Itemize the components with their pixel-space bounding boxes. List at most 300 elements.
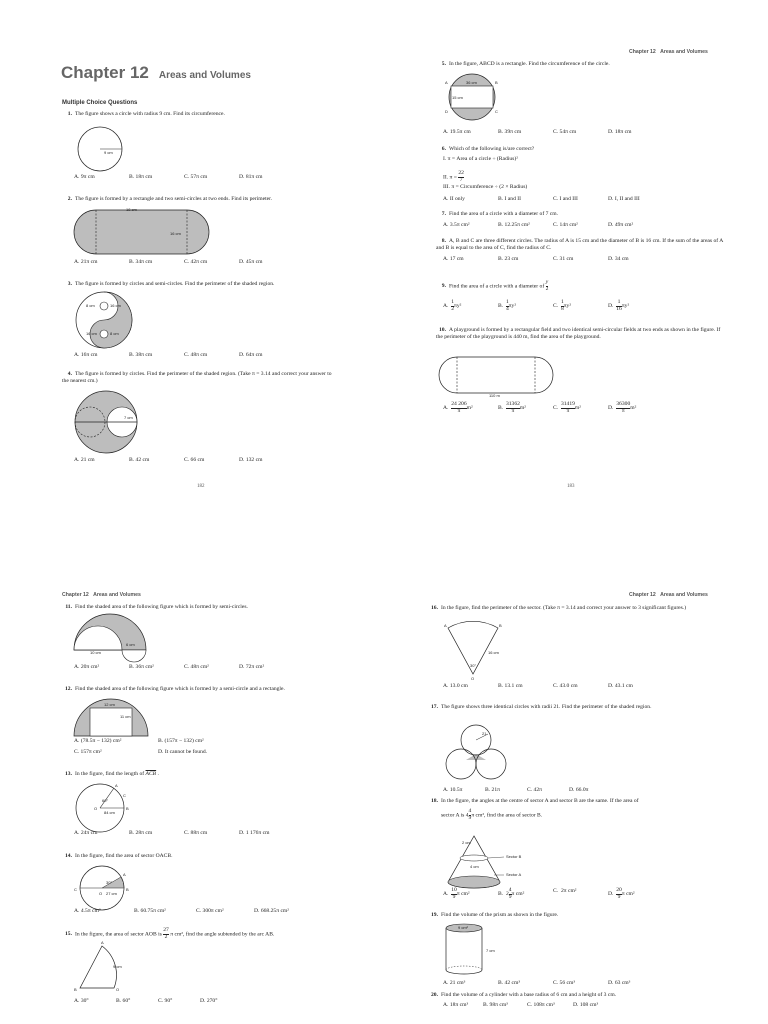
q10-c-frac (561, 402, 575, 414)
question-16 (428, 605, 718, 612)
q18-b-den: 9 (508, 893, 512, 900)
header-topic: Areas and Volumes (660, 49, 708, 55)
chapter-title-sub: Areas and Volumes (158, 70, 251, 81)
q5-label-w: 36 cm (466, 80, 477, 85)
q15-point-o: O (116, 987, 120, 992)
question-7 (436, 211, 726, 218)
q18-option-b[interactable] (498, 888, 553, 900)
q10-a-letter: A. (443, 405, 449, 412)
q9-a-letter: A. (443, 303, 449, 310)
q18-number: 18. (431, 798, 438, 804)
q18-a-suffix: π cm² (456, 891, 470, 898)
q6-option-c[interactable]: C. I and III (553, 196, 578, 202)
q5-point-c: C (495, 109, 498, 114)
q12-label-a: 12 cm (104, 702, 115, 707)
q10-text: A playground is formed by a rectangular field and two identical semi-circular fields at two ends as shown in the figure. If the perimeter of the playground is 440 m, find the area of the playground. (436, 327, 721, 340)
q11-option-a[interactable]: A. 20π cm² (74, 664, 100, 670)
q14-number: 14. (65, 853, 72, 859)
q10-b-frac (506, 402, 520, 414)
q9-a-den: 2 (451, 305, 455, 312)
q3-number: 3. (67, 281, 72, 287)
q13-angle: 60° (102, 798, 109, 803)
q5-point-d: D (445, 109, 448, 114)
q10-b-den: π (511, 407, 515, 414)
q16-angle: 30° (470, 663, 477, 668)
q10-d-num: 36300 (616, 401, 631, 407)
q6-frac-den: 7 (459, 176, 463, 183)
q13-arc: $\overline{ACB}$ (145, 771, 157, 777)
header-chapter: Chapter 12 (629, 592, 656, 598)
q16-figure (444, 624, 504, 680)
q4-text: The figure is formed by circles. Find the perimeter of the shaded region. (Take π = 3.14 and correct your answer to the nearest cm.) (62, 371, 332, 384)
q2-figure (74, 207, 214, 257)
q9-options (443, 300, 663, 312)
q17-label: 21 (482, 731, 487, 736)
q15-number: 15. (65, 931, 72, 938)
running-header-185 (629, 592, 708, 599)
question-2 (62, 196, 332, 203)
q9-b-den: 4 (505, 305, 509, 312)
q10-a-num: 24 206 (451, 401, 467, 407)
q2-option-d[interactable]: D. 45π cm (239, 259, 263, 265)
question-18 (428, 798, 718, 805)
q19-figure (442, 922, 512, 978)
q8-option-d[interactable]: D. 34 cm (608, 256, 629, 262)
q12-option-c[interactable]: C. 157π cm² (74, 748, 102, 755)
q18-option-c[interactable] (553, 888, 608, 900)
page-183 (384, 0, 768, 512)
q11-option-d[interactable]: D. 72π cm² (239, 664, 265, 670)
q9-b-num: 1 (505, 299, 509, 305)
q7-text: Find the area of a circle with a diameter of 7 cm. (449, 211, 559, 217)
q10-b-letter: B. (498, 405, 504, 412)
q11-number: 11. (65, 604, 72, 610)
header-topic: Areas and Volumes (93, 592, 141, 598)
q14-point-b: B (126, 887, 129, 892)
q11-options (74, 664, 294, 671)
q5-option-c[interactable]: C. 54π cm (553, 129, 577, 135)
q18-label-sector-a: Sector A (506, 872, 522, 877)
q17-number: 17. (431, 704, 438, 710)
q16-point-b: B (499, 623, 502, 628)
q18-d-letter: D. (608, 891, 614, 898)
q15-option-b[interactable]: B. 60° (116, 998, 131, 1004)
q10-option-d[interactable] (608, 402, 663, 414)
q3-option-c[interactable]: C. 48π cm (184, 352, 208, 358)
q9-b-suffix: πy² (508, 303, 517, 310)
q18-d-num: 20 (616, 887, 622, 893)
q2-text: The figure is formed by a rectangle and two semi-circles at two ends. Find its perimeter. (75, 196, 273, 202)
q10-c-num: 31419 (560, 401, 575, 407)
page-185 (384, 512, 768, 1024)
q18-frac-den: 9 (468, 814, 472, 821)
q10-option-c[interactable] (553, 402, 608, 414)
q9-number: 9. (441, 283, 446, 290)
q14-option-d[interactable]: D. 668.25π cm² (254, 908, 289, 914)
q19-option-c[interactable]: C. 56 cm³ (553, 980, 576, 986)
q18-b-suffix: π cm² (511, 891, 525, 898)
q4-option-c[interactable]: C. 66 cm (184, 457, 205, 463)
q10-c-den: π (566, 407, 570, 414)
q18-c-suffix: 2π cm² (560, 888, 577, 894)
q15-option-a[interactable]: A. 30° (74, 998, 89, 1004)
q9-option-d[interactable] (608, 300, 663, 312)
q8-text: A, B and C are three different circles. The radius of A is 15 cm and the diameter of B is 16 cm. If the sum of the areas of A and B is equal to the area of C, find the radius of C. (436, 238, 723, 251)
q10-option-b[interactable] (498, 402, 553, 414)
q1-number: 1. (67, 111, 72, 117)
q3-label-b: 16 cm (110, 303, 121, 308)
q9-c-suffix: πy² (563, 303, 572, 310)
question-10 (436, 327, 726, 341)
q20-options (443, 1002, 619, 1009)
q13-option-d[interactable]: D. 1 176π cm (239, 830, 270, 836)
running-header-184 (62, 592, 141, 599)
q9-d-den: 16 (616, 305, 622, 312)
q1-label: 9 cm (104, 150, 113, 155)
q2-label-top: 18 cm (126, 207, 137, 212)
q14-angle: 30° (106, 880, 113, 885)
q16-point-a: A (444, 623, 447, 628)
question-12 (62, 686, 332, 693)
q10-d-letter: D. (608, 405, 614, 412)
q15-text-b: π cm², find the angle subtended by the arc AB. (170, 931, 275, 938)
q10-a-den: π (457, 407, 461, 414)
q9-option-c[interactable] (553, 300, 608, 312)
q19-label-area: 9 cm² (458, 925, 468, 930)
q3-text: The figure is formed by circles and semi-circles. Find the perimeter of the shaded region. (75, 281, 275, 287)
question-13: 13. In the figure, find the length of $\overline{ACB}$ . (62, 771, 332, 778)
q10-label: 110 m (489, 393, 500, 398)
q9-d-suffix: πy² (621, 303, 630, 310)
q19-option-d[interactable]: D. 63 cm³ (608, 980, 631, 986)
question-17 (428, 704, 718, 711)
q19-option-b[interactable]: B. 42 cm³ (498, 980, 521, 986)
q6-options (443, 196, 663, 203)
q14-option-c[interactable]: C. 300π cm² (196, 908, 224, 914)
q16-number: 16. (431, 605, 438, 611)
q3-label-a: 8 cm (86, 303, 95, 308)
q2-options (74, 259, 294, 266)
q18-frac-num: 4 (468, 808, 472, 814)
q9-frac-num: y (545, 279, 549, 285)
header-topic: Areas and Volumes (660, 592, 708, 598)
q9-d-num: 1 (617, 299, 621, 305)
question-19 (428, 912, 718, 919)
q1-option-c[interactable]: C. 57π cm (184, 174, 208, 180)
q9-c-num: 1 (560, 299, 564, 305)
q12-option-b[interactable]: B. (157π − 132) cm² (158, 738, 204, 744)
q5-point-a: A (445, 80, 448, 85)
chapter-title-main: Chapter 12 (61, 63, 149, 82)
q3-figure (74, 290, 138, 352)
q13-option-c[interactable]: C. 88π cm (184, 830, 208, 836)
q6-statement-1: I. π = Area of a circle ÷ (Radius)² (443, 156, 518, 162)
q17-options (443, 787, 611, 794)
q5-text: In the figure, ABCD is a rectangle. Find the circumference of the circle. (449, 61, 610, 67)
q19-options (443, 980, 663, 987)
q7-options (443, 222, 663, 229)
question-9 (436, 280, 726, 292)
q16-option-c[interactable]: C. 43.0 cm (553, 683, 578, 689)
q17-text: The figure shows three identical circles with radii 21. Find the perimeter of the shaded region. (441, 704, 652, 710)
page-182 (0, 0, 384, 512)
q7-option-b[interactable]: B. 12.25π cm² (498, 222, 530, 228)
q17-option-d[interactable]: D. 66.0π (569, 787, 589, 793)
q10-d-suffix: m² (630, 405, 637, 412)
q1-options (74, 174, 294, 181)
q14-figure (72, 862, 138, 914)
q6-number: 6. (441, 146, 446, 152)
q9-a-num: 1 (451, 299, 455, 305)
q15-fraction (163, 928, 169, 940)
question-6 (436, 146, 726, 153)
q14-radius: 27 cm (106, 891, 117, 896)
q16-option-b[interactable]: B. 13.1 cm (498, 683, 523, 689)
q12-label-b: 11 cm (120, 714, 131, 719)
q3-option-a[interactable]: A. 16π cm (74, 352, 98, 358)
q7-option-d[interactable]: D. 49π cm² (608, 222, 634, 228)
q6-option-d[interactable]: D. I, II and III (608, 196, 640, 202)
q18-option-a[interactable] (443, 888, 498, 900)
chapter-title (61, 62, 251, 83)
q12-option-d[interactable]: D. It cannot be found. (158, 748, 208, 755)
q13-point-b: B (126, 806, 129, 811)
q1-figure (72, 125, 132, 173)
q13-point-a: A (115, 783, 118, 788)
q17-option-a[interactable]: A. 10.5π (443, 787, 463, 793)
q5-option-d[interactable]: D. 18π cm (608, 129, 632, 135)
q4-option-d[interactable]: D. 132 cm (239, 457, 263, 463)
q18-b-letter: B. (498, 891, 504, 898)
q6-option-a[interactable]: A. II only (443, 196, 465, 202)
question-11 (62, 604, 332, 611)
q2-option-b[interactable]: B. 34π cm (129, 259, 153, 265)
q13-point-o: O (94, 806, 98, 811)
q10-b-num: 31362 (505, 401, 520, 407)
question-15 (62, 928, 332, 940)
page-number-183: 183 (567, 484, 575, 489)
q11-figure (72, 612, 148, 656)
q15-option-d[interactable]: D. 270° (200, 998, 218, 1004)
question-1 (62, 111, 332, 118)
q1-option-a[interactable]: A. 9π cm (74, 174, 95, 180)
q7-option-a[interactable]: A. 3.5π cm² (443, 222, 470, 228)
q20-option-d[interactable]: D. 108 cm³ (573, 1002, 599, 1008)
q9-frac-den: 2 (545, 285, 549, 292)
q10-figure (439, 355, 559, 397)
q14-text: In the figure, find the area of sector OACB. (75, 853, 173, 859)
q12-figure (72, 696, 152, 738)
q4-option-b[interactable]: B. 42 cm (129, 457, 150, 463)
q10-options (443, 402, 663, 414)
q9-d-letter: D. (608, 303, 614, 310)
question-3 (62, 281, 332, 288)
q11-label-a: 10 cm (90, 650, 101, 655)
q18-b-pre: 2 (505, 891, 509, 898)
q20-option-a[interactable]: A. 18π cm³ (443, 1002, 469, 1008)
q12-text: Find the shaded area of the following figure which is formed by a semi-circle and a rectangle. (75, 686, 285, 692)
question-8 (436, 238, 726, 252)
q6-fraction (458, 171, 464, 183)
q18-option-d[interactable] (608, 888, 663, 900)
q3-option-b[interactable]: B. 38π cm (129, 352, 153, 358)
q18-text-line2 (441, 809, 711, 821)
q14-option-a[interactable]: A. 4.5π cm² (74, 908, 101, 914)
q9-option-a[interactable] (443, 300, 498, 312)
q11-option-b[interactable]: B. 36π cm² (129, 664, 154, 670)
q5-label-h: 15 cm (452, 95, 463, 100)
q5-option-a[interactable]: A. 19.5π cm (443, 129, 471, 135)
q5-figure (444, 73, 504, 123)
q15-point-b: B (74, 987, 77, 992)
q10-d-den: π (621, 407, 625, 414)
q5-number: 5. (441, 61, 446, 67)
q7-number: 7. (441, 211, 446, 217)
q17-option-b[interactable]: B. 21π (485, 787, 500, 793)
q8-option-b[interactable]: B. 23 cm (498, 256, 519, 262)
q10-b-suffix: m² (519, 405, 526, 412)
q17-option-c[interactable]: C. 42π (527, 787, 542, 793)
q7-option-c[interactable]: C. 14π cm² (553, 222, 578, 228)
q11-option-c[interactable]: C. 48π cm² (184, 664, 209, 670)
q18-a-letter: A. (443, 891, 449, 898)
q15-figure (72, 940, 132, 996)
q18-c-letter: C. (553, 888, 559, 894)
q18-d-den: 9 (617, 893, 621, 900)
q11-text: Find the shaded area of the following figure which is formed by semi-circles. (75, 604, 248, 610)
q16-radius: 16 cm (488, 650, 499, 655)
q18-label-sector-b: Sector B (506, 854, 522, 859)
q18-figure (444, 832, 544, 888)
q13-option-a[interactable]: A. 24π cm (74, 830, 98, 836)
q15-options (74, 998, 242, 1005)
q17-figure (444, 720, 508, 780)
q4-label: 7 cm (124, 415, 133, 420)
q18-label-4cm: 4 cm (470, 864, 479, 869)
header-chapter: Chapter 12 (629, 49, 656, 55)
q18-a-den: 9 (452, 893, 456, 900)
q14-point-a: A (123, 872, 126, 877)
q8-number: 8. (441, 238, 446, 244)
q9-text: Find the area of a circle with a diameter of (449, 283, 545, 290)
q4-number: 4. (67, 371, 72, 377)
q5-option-b[interactable]: B. 39π cm (498, 129, 522, 135)
q18-options (443, 888, 663, 900)
q1-text: The figure shows a circle with radius 9 cm. Find its circumference. (75, 111, 225, 117)
question-14 (62, 853, 332, 860)
question-5 (436, 61, 726, 68)
q13-figure (72, 780, 132, 834)
q15-frac-den: 2 (164, 933, 168, 940)
q16-text: In the figure, find the perimeter of the sector. (Take π = 3.14 and correct your answer to 3 significant figures.) (441, 605, 687, 611)
q13-number: 13. (65, 771, 72, 777)
q8-option-a[interactable]: A. 17 cm (443, 256, 464, 262)
q13-radius: 84 cm (104, 810, 115, 815)
q20-option-c[interactable]: C. 108π cm³ (527, 1002, 555, 1008)
q14-option-b[interactable]: B. 60.75π cm² (134, 908, 166, 914)
q3-option-d[interactable]: D. 64π cm (239, 352, 263, 358)
q15-radius: 9 cm (113, 964, 122, 969)
q10-number: 10. (439, 327, 446, 333)
q10-c-letter: C. (553, 405, 559, 412)
q6-s2-text: II. π = (443, 174, 457, 181)
question-20 (428, 992, 718, 999)
q10-a-frac (451, 402, 466, 414)
q20-option-b[interactable]: B. 98π cm³ (483, 1002, 508, 1008)
q4-figure (72, 390, 148, 456)
q18-text2b: π cm², find the area of sector B. (471, 812, 543, 819)
q16-options (443, 683, 663, 690)
q9-option-b[interactable] (498, 300, 553, 312)
q11-label-b: 6 cm (126, 642, 135, 647)
running-header-183 (629, 49, 708, 56)
q6-option-b[interactable]: B. I and II (498, 196, 521, 202)
q6-statement-3: III. π = Circumference ÷ (2 × Radius) (443, 184, 528, 190)
q4-option-a[interactable]: A. 21 cm (74, 457, 95, 463)
q16-option-a[interactable]: A. 13.0 cm (443, 683, 468, 689)
q16-option-d[interactable]: D. 43.1 cm (608, 683, 633, 689)
q15-frac-num: 27 (163, 927, 169, 933)
q19-text: Find the volume of the prism as shown in the figure. (441, 912, 559, 918)
q15-option-c[interactable]: C. 90° (158, 998, 173, 1004)
q2-number: 2. (67, 196, 72, 202)
q9-c-den: 8 (560, 305, 564, 312)
q14-options (74, 908, 314, 915)
q18-d-suffix: π cm² (621, 891, 635, 898)
q2-label-side: 16 cm (170, 231, 181, 236)
q6-text: Which of the following is/are correct? (449, 146, 535, 152)
q1-option-d[interactable]: D. 81π cm (239, 174, 263, 180)
q16-point-o: O (471, 676, 475, 681)
q3-options (74, 352, 294, 359)
q13-text: In the figure, find the length of (75, 771, 145, 777)
q4-options (74, 457, 294, 464)
q1-option-b[interactable]: B. 18π cm (129, 174, 153, 180)
q8-options (443, 256, 663, 263)
q18-a-num: 10 (451, 887, 457, 893)
q6-frac-num: 22 (458, 170, 464, 176)
page-184 (0, 512, 384, 1024)
q3-label-c: 16 cm (86, 331, 97, 336)
q15-text-a: In the figure, the area of sector AOB is (75, 931, 162, 938)
q20-number: 20. (431, 992, 438, 998)
q8-option-c[interactable]: C. 31 cm (553, 256, 574, 262)
q2-option-c[interactable]: C. 42π cm (184, 259, 208, 265)
q19-option-a[interactable]: A. 21 cm³ (443, 980, 466, 986)
q3-label-d: 8 cm (110, 331, 119, 336)
q20-text: Find the volume of a cylinder with a base radius of 6 cm and a height of 3 cm. (441, 992, 617, 998)
q10-c-suffix: m² (574, 405, 581, 412)
q18-text2a: sector A is 4 (441, 812, 469, 819)
section-heading: Multiple Choice Questions (62, 100, 138, 106)
page-number-182: 182 (197, 484, 205, 489)
q12-option-a[interactable]: A. (78.5π − 132) cm² (74, 738, 122, 744)
q13-option-b[interactable]: B. 28π cm (129, 830, 153, 836)
q19-label-height: 7 cm (486, 948, 495, 953)
question-4 (62, 371, 332, 385)
q14-point-c: C (74, 887, 77, 892)
q10-option-a[interactable] (443, 402, 498, 414)
q2-option-a[interactable]: A. 21π cm (74, 259, 98, 265)
q9-fraction (546, 280, 549, 292)
q5-point-b: B (495, 80, 498, 85)
q12-number: 12. (65, 686, 72, 692)
q9-c-letter: C. (553, 303, 559, 310)
q19-number: 19. (431, 912, 438, 918)
q15-point-a: A (101, 940, 104, 945)
q6-statement-2 (443, 171, 713, 183)
q9-b-letter: B. (498, 303, 504, 310)
